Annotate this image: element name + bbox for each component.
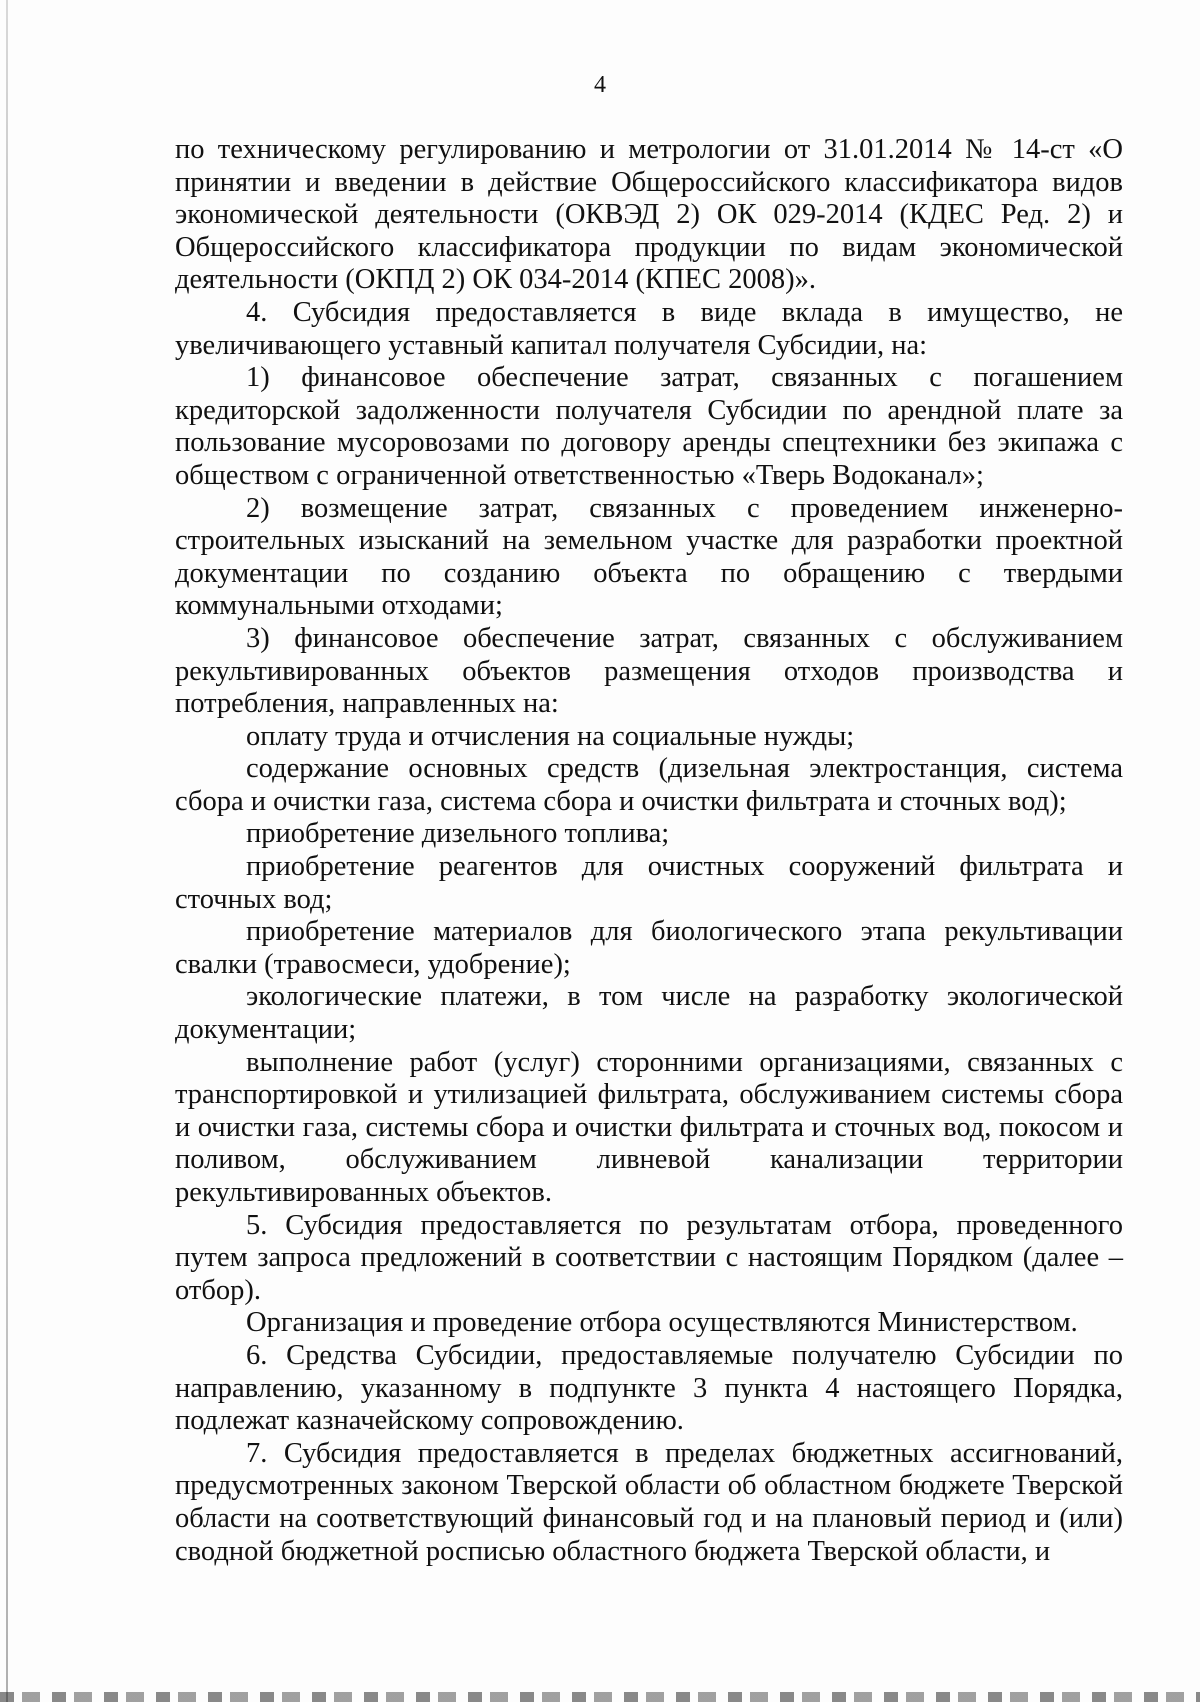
scan-bottom-artifact — [0, 1692, 1200, 1702]
paragraph-item-5: 5. Субсидия предоставляется по результатам отбора, проведенного путем запроса предложений в соответствии с настоящим Порядком (далее – отбор). — [175, 1209, 1123, 1306]
paragraph-subitem-3: 3) финансовое обеспечение затрат, связанных с обслуживанием рекультивированных объектов размещения отходов производства и потребления, направленных на: — [175, 622, 1123, 720]
paragraph-item-7: 7. Субсидия предоставляется в пределах бюджетных ассигнований, предусмотренных законом Тверской области об областном бюджете Тверской области на соответствующий финансовый год и на плановый период и (или) сводной бюджетной росписью областного бюджета Тверской области, и — [175, 1437, 1123, 1567]
paragraph-list-diesel: приобретение дизельного топлива; — [246, 818, 670, 850]
paragraph-selection-org: Организация и проведение отбора осуществляются Министерством. — [246, 1307, 1078, 1339]
page-number: 4 — [594, 72, 606, 98]
paragraph-subitem-2: 2) возмещение затрат, связанных с проведением инженерно-строительных изысканий на земельном участке для разработки проектной документации по созданию объекта по обращению с твердыми коммунальными отходами; — [175, 492, 1123, 622]
paragraph-list-eco-payments: экологические платежи, в том числе на разработку экологической документации; — [175, 981, 1123, 1046]
paragraph-item-6: 6. Средства Субсидии, предоставляемые получателю Субсидии по направлению, указанному в подпункте 3 пункта 4 настоящего Порядка, подлежат казначейскому сопровождению. — [175, 1339, 1123, 1437]
paragraph-item-4: 4. Субсидия предоставляется в виде вклада в имущество, не увеличивающего уставный капитал получателя Субсидии, на: — [175, 296, 1123, 361]
paragraph-list-labor: оплату труда и отчисления на социальные нужды; — [246, 720, 855, 752]
paragraph-list-services: выполнение работ (услуг) сторонними организациями, связанных с транспортировкой и утилизацией фильтрата, обслуживанием системы сбора и очистки газа, системы сбора и очистки фильтрата и сточных вод, покосом и поливом, обслуживанием ливневой канализации территории рекультивированных объектов. — [175, 1046, 1123, 1208]
document-body — [175, 134, 1123, 1568]
paragraph-continuation: по техническому регулированию и метрологии от 31.01.2014 № 14-ст «О принятии и введении в действие Общероссийского классификатора видов экономической деятельности (ОКВЭД 2) ОК 029-2014 (КДЕС Ред. 2) и Общероссийского классификатора продукции по видам экономической деятельности (ОКПД 2) ОК 034-2014 (КПЕС 2008)». — [175, 134, 1123, 296]
paragraph-list-materials: приобретение материалов для биологического этапа рекультивации свалки (травосмеси, удобрение); — [175, 916, 1123, 980]
scan-edge — [6, 0, 8, 1702]
paragraph-list-reagents: приобретение реагентов для очистных сооружений фильтрата и сточных вод; — [175, 851, 1123, 915]
paragraph-list-maintenance: содержание основных средств (дизельная электростанция, система сбора и очистки газа, система сбора и очистки фильтрата и сточных вод); — [175, 753, 1123, 817]
paragraph-subitem-1: 1) финансовое обеспечение затрат, связанных с погашением кредиторской задолженности получателя Субсидии по арендной плате за пользование мусоровозами по договору аренды спецтехники без экипажа с обществом с ограниченной ответственностью «Тверь Водоканал»; — [175, 362, 1123, 491]
